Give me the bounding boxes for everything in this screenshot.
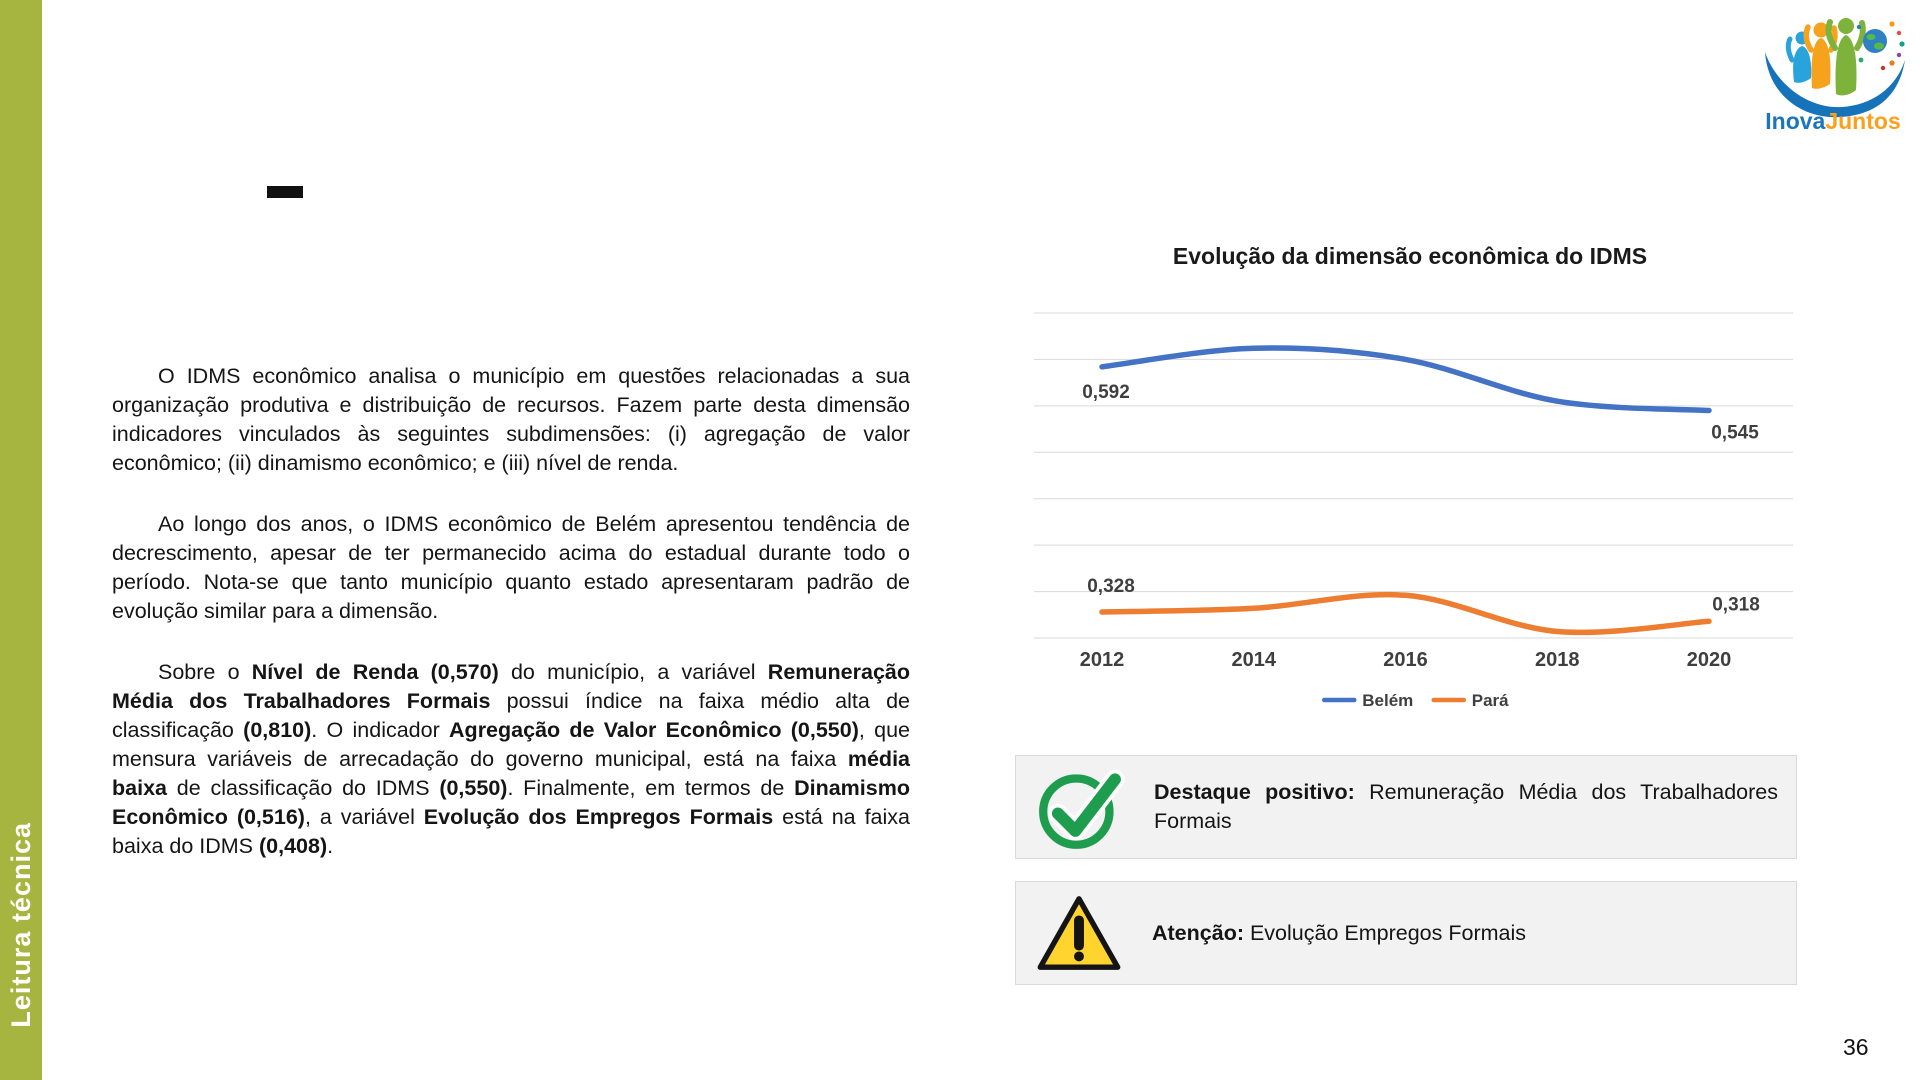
callout-positive-highlight <box>1015 755 1797 859</box>
sidebar <box>0 0 42 1080</box>
logo-wordmark: InovaJuntos <box>1765 108 1901 134</box>
svg-text:0,328: 0,328 <box>1087 576 1135 597</box>
callout-positive-prefix: Destaque positivo: <box>1154 780 1355 804</box>
line-chart-plot <box>1015 242 1805 717</box>
sidebar-label: Leitura técnica <box>6 822 36 1028</box>
callout-attention-text <box>1152 919 1778 948</box>
callout-attention-value: Evolução Empregos Formais <box>1249 920 1526 945</box>
svg-text:0,592: 0,592 <box>1082 381 1130 403</box>
svg-text:0,545: 0,545 <box>1711 422 1759 444</box>
svg-text:Belém: Belém <box>1362 691 1414 710</box>
svg-text:2014: 2014 <box>1231 649 1276 671</box>
chart-title: Evolução da dimensão econômica do IDMS <box>1172 243 1648 269</box>
paragraph-idms-trend: Ao longo dos anos, o IDMS econômico de Belém apresentou tendência de decrescimento, apesar de ter permanecido acima do estadual durante todo o período. Nota-se que tanto município quanto estado apresentaram padrão de evolução similar para a dimensão. <box>112 512 910 623</box>
callout-attention <box>1015 881 1797 985</box>
inovajuntos-logo-icon <box>1758 8 1908 134</box>
svg-text:2020: 2020 <box>1686 649 1732 671</box>
inovajuntos-logo <box>1758 8 1908 134</box>
article-text-column <box>112 362 910 893</box>
callout-positive-text <box>1154 778 1778 836</box>
svg-text:2016: 2016 <box>1383 649 1428 671</box>
svg-text:2012: 2012 <box>1079 649 1125 671</box>
paragraph-idms-indicators: Sobre o Nível de Renda (0,570) do município, a variável Remuneração Média dos Trabalhadores Formais possui índice na faixa médio alta de classificação (0,810). O indicador Agregação de Valor Econômico (0,550), que mensura variáveis de arrecadação do governo municipal, está na faixa média baixa de classificação do IDMS (0,550). Finalmente, em termos de Dinamismo Econômico (0,516), a variável Evolução dos Empregos Formais está na faixa baixa do IDMS (0,408). <box>112 660 910 858</box>
svg-text:2018: 2018 <box>1535 649 1580 671</box>
svg-text:0,318: 0,318 <box>1712 594 1760 616</box>
section-dash-marker <box>267 186 303 198</box>
idms-evolution-chart <box>1015 242 1805 717</box>
paragraph-idms-definition: O IDMS econômico analisa o município em questões relacionadas a sua organização produtiva e distribuição de recursos. Fazem parte desta dimensão indicadores vinculados às seguintes subdimensões: (i) agregação de valor econômico; (ii) dinamismo econômico; e (iii) nível de renda. <box>112 364 910 475</box>
svg-text:Pará: Pará <box>1471 691 1509 710</box>
page-number: 36 <box>1843 1034 1869 1060</box>
callout-attention-prefix: Atenção: <box>1152 920 1244 945</box>
warning-triangle-icon <box>1034 891 1124 975</box>
check-circle-icon <box>1034 761 1126 853</box>
callout-positive-value: Remuneração Média dos Trabalhadores Formais <box>1154 780 1778 833</box>
